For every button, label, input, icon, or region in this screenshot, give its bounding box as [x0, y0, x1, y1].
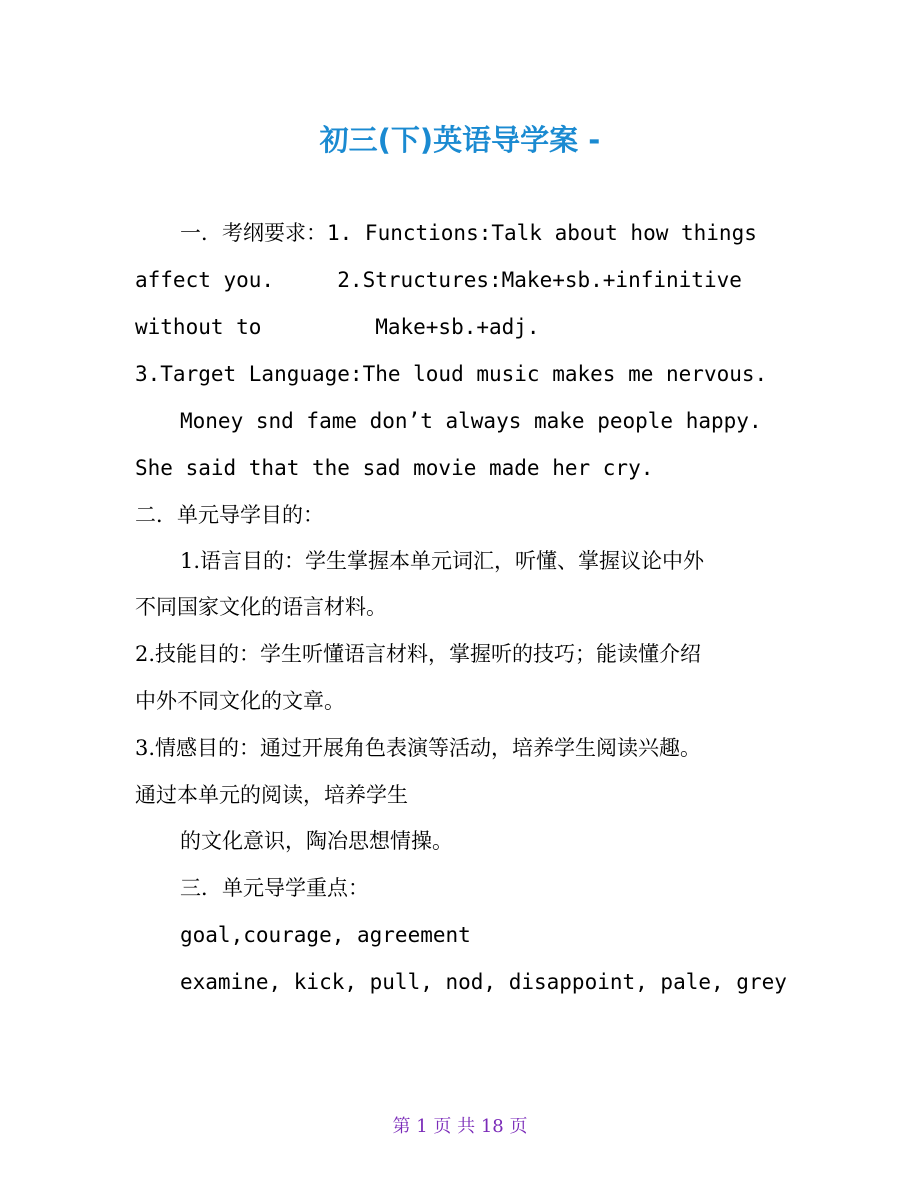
- section-3-heading: 三．单元导学重点：: [180, 876, 369, 900]
- vocabulary-line-1: goal,courage, agreement: [180, 923, 471, 947]
- requirements-line-2: affect you. 2.Structures:Make+sb.+infinitive: [135, 268, 742, 292]
- objective-skill-line-2: 中外不同文化的文章。: [135, 689, 345, 713]
- vocabulary-line-2: examine, kick, pull, nod, disappoint, pale, grey: [180, 970, 787, 994]
- objective-language-line-1: 1.语言目的：学生掌握本单元词汇，听懂、掌握议论中外: [180, 549, 705, 573]
- requirements-line-3: without to Make+sb.+adj.: [135, 315, 540, 339]
- page-footer: 第 1 页 共 18 页: [392, 1116, 528, 1137]
- objective-language-line-2: 不同国家文化的语言材料。: [135, 595, 387, 619]
- target-language-line-1: 3.Target Language:The loud music makes me nervous.: [135, 362, 768, 386]
- objective-skill-line-1: 2.技能目的：学生听懂语言材料，掌握听的技巧；能读懂介绍: [135, 642, 702, 666]
- target-language-line-3: She said that the sad movie made her cry.: [135, 456, 654, 480]
- target-language-line-2: Money snd fame don’t always make people happy.: [180, 409, 762, 433]
- document-title: 初三(下)英语导学案 -: [319, 123, 601, 157]
- objective-emotion-line-1: 3.情感目的：通过开展角色表演等活动，培养学生阅读兴趣。: [135, 736, 702, 760]
- requirements-line-1: 一．考纲要求：1. Functions:Talk about how things: [180, 221, 757, 245]
- objective-emotion-line-2: 通过本单元的阅读，培养学生: [135, 783, 408, 807]
- objective-emotion-line-3: 的文化意识，陶冶思想情操。: [180, 829, 453, 853]
- section-2-heading: 二．单元导学目的：: [135, 503, 324, 527]
